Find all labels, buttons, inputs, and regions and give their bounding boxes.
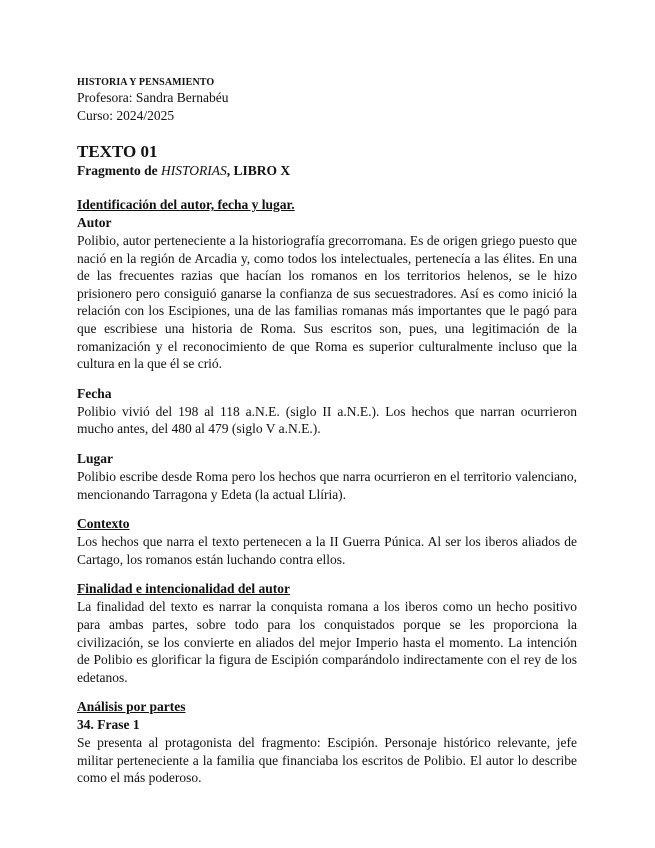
context-paragraph: Los hechos que narra el texto pertenecen a la II Guerra Púnica. Al ser los iberos aliados de Cartago, los romanos están luchando contra ellos. <box>77 534 577 567</box>
date-title: Fecha <box>77 385 112 401</box>
document-content <box>77 76 577 787</box>
purpose-heading: Finalidad e intencionalidad del autor <box>77 581 291 597</box>
course-year: Curso: 2024/2025 <box>77 108 175 123</box>
fragment-line <box>77 162 577 180</box>
fragment-suffix: , LIBRO X <box>226 163 291 178</box>
author-title: Autor <box>77 215 112 230</box>
text-title: TEXTO 01 <box>77 142 158 161</box>
place-paragraph: Polibio escribe desde Roma pero los hechos que narra ocurrieron en el territorio valenciano, mencionando Tarragona y Edeta (la actual Llíria). <box>77 468 577 502</box>
course-name: HISTORIA Y PENSAMIENTO <box>77 77 215 88</box>
date-paragraph: Polibio vivió del 198 al 118 a.N.E. (siglo II a.N.E.). Los hechos que narran ocurrieron mucho antes, del 480 al 479 (siglo V a.N.E.). <box>77 403 577 437</box>
fragment-prefix: Fragmento de <box>77 163 161 178</box>
place-title: Lugar <box>77 450 114 466</box>
context-heading: Contexto <box>77 516 130 532</box>
identification-heading: Identificación del autor, fecha y lugar. <box>77 197 295 212</box>
author-paragraph: Polibio, autor perteneciente a la historiografía grecorromana. Es de origen griego puesto que nació en la región de Arcadia y, como todos los intelectuales, pertenecía a las élites. En una de las frecuentes razias que hacían los romanos en los territorios helenos, se le hizo prisionero pero consiguió ganarse la confianza de sus secuestradores. Así es como inició la relación con los Escipiones, una de las familias romanas más importantes que le pagó para que escribiese una historia de Roma. Sus escritos son, pues, una legitimación de la romanización y el reconocimiento de que Roma es superior culturalmente incluso que la cultura en la que él se crió. <box>77 233 577 372</box>
analysis-part-paragraph: Se presenta al protagonista del fragmento: Escipión. Personaje histórico relevante, jefe militar perteneciente a la familia que financiaba los escritos de Polibio. El autor lo describe como el más poderoso. <box>77 735 577 786</box>
analysis-part-title: 34. Frase 1 <box>77 717 140 733</box>
teacher-line: Profesora: Sandra Bernabéu <box>77 90 229 105</box>
fragment-work: HISTORIAS <box>160 163 227 178</box>
purpose-paragraph: La finalidad del texto es narrar la conquista romana a los iberos como un hecho positivo para ambas partes, sobre todo para los conquistados porque se les proporciona la civilización, se los convierte en aliados del mejor Imperio hasta el momento. La intención de Polibio es glorificar la figura de Escipión comparándolo indirectamente con el rey de los edetanos. <box>77 599 577 685</box>
analysis-heading: Análisis por partes <box>77 699 186 715</box>
